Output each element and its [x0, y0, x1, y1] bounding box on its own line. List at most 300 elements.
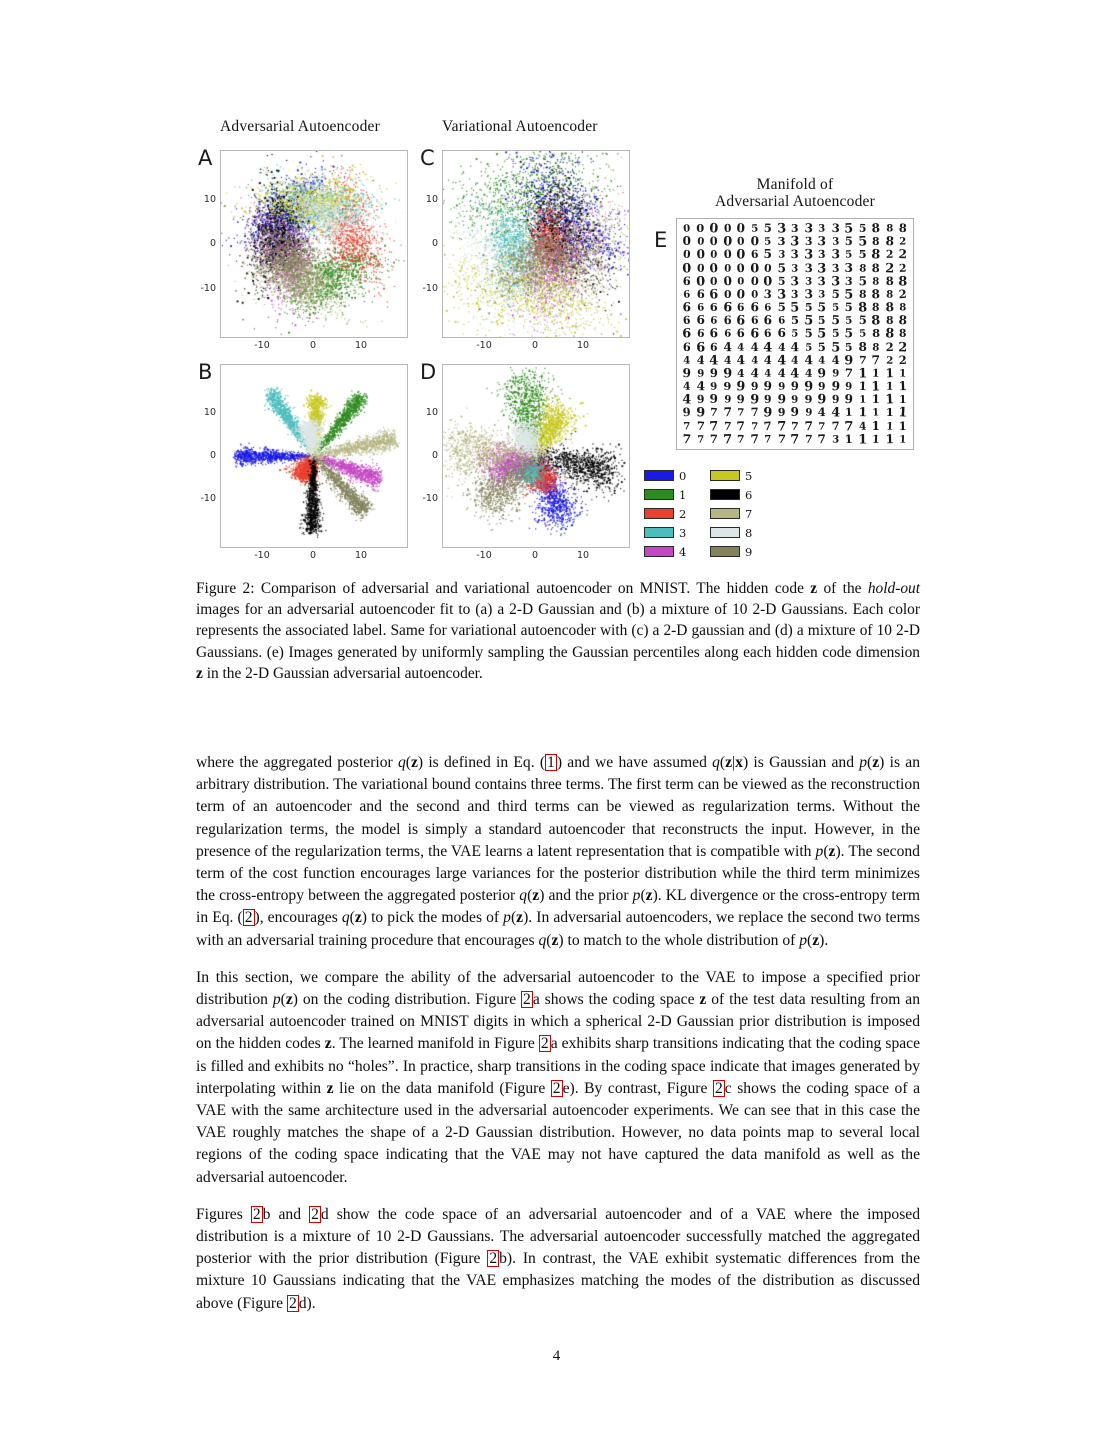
legend-label-0: 0 [679, 468, 687, 483]
xtick-d-0: -10 [476, 550, 492, 561]
manifold-cell: 9 [763, 392, 772, 406]
manifold-cell: 6 [763, 326, 772, 341]
manifold-cell: 8 [886, 287, 894, 301]
manifold-cell: 3 [790, 272, 800, 289]
manifold-cell: 7 [858, 352, 867, 367]
manifold-cell: 4 [749, 339, 759, 354]
manifold-cell: 4 [803, 351, 813, 368]
manifold-cell: 3 [818, 287, 826, 300]
manifold-cell: 4 [723, 352, 732, 367]
p1-m8close: ) [523, 909, 529, 927]
p1-m7close: ) [361, 909, 367, 927]
manifold-cell: 3 [791, 287, 799, 301]
manifold-cell: 7 [871, 352, 881, 368]
xtick-a-0: -10 [254, 340, 270, 351]
legend-swatch-3 [644, 527, 674, 538]
p1-m8open: ( [510, 909, 517, 927]
p1-m5: q [519, 887, 528, 905]
manifold-cell: 6 [750, 247, 759, 261]
manifold-cell: 8 [884, 325, 895, 342]
manifold-cell: 5 [858, 221, 867, 235]
manifold-cell: 3 [817, 259, 827, 276]
paragraph-1 [196, 752, 920, 952]
manifold-cell: 5 [830, 338, 841, 355]
manifold-cell: 4 [831, 352, 840, 367]
legend-swatch-0 [644, 470, 674, 481]
manifold-cell: 1 [898, 404, 909, 421]
figure-link-2b-1[interactable]: 2 [252, 1205, 261, 1223]
xtick-d-1: 0 [531, 550, 539, 561]
manifold-cell: 5 [844, 285, 854, 302]
xtick-a-2: 10 [354, 340, 368, 351]
manifold-cell: 4 [777, 339, 786, 354]
p1-m10z: z [812, 931, 820, 949]
manifold-cell: 2 [898, 352, 908, 367]
caption-text-3: images for an adversarial autoencoder fit to (a) a 2-D Gaussian and (b) a mixture of 10 2-D Gaussians. Each color represents the associated label. Same for variational autoencoder with (c) a 2-D gaussian and (d) a mixture of 10 2-D Gaussians. (e) Images generated by uniformly sampling the Gaussian percentiles along each hidden code dimension [196, 601, 920, 661]
manifold-cell: 5 [858, 312, 867, 328]
eq-link-1[interactable]: 1 [547, 754, 555, 771]
manifold-digit-grid [680, 219, 910, 447]
figure-2 [196, 118, 920, 568]
manifold-cell: 0 [682, 259, 692, 276]
manifold-cell: 8 [898, 272, 908, 289]
manifold-cell: 9 [696, 392, 705, 406]
p1-m1z: z [410, 754, 418, 771]
manifold-cell: 6 [682, 273, 692, 288]
manifold-cell: 1 [872, 392, 881, 407]
legend-label-2: 2 [679, 506, 687, 521]
manifold-cell: 9 [817, 365, 827, 381]
manifold-cell: 6 [777, 313, 786, 327]
manifold-cell: 0 [736, 246, 746, 262]
legend-label-7: 7 [745, 506, 753, 521]
manifold-cell: 4 [790, 338, 800, 354]
p1-m3: p [859, 754, 868, 771]
manifold-cell: 5 [831, 312, 841, 328]
manifold-cell: 1 [858, 404, 868, 420]
p1-m2open: ( [719, 754, 726, 771]
p2-m1open: ( [280, 991, 286, 1009]
manifold-cell: 6 [777, 325, 786, 341]
legend-swatch-2 [644, 508, 674, 519]
manifold-cell: 9 [709, 391, 719, 407]
manifold-cell: 7 [709, 405, 718, 420]
manifold-cell: 9 [844, 391, 854, 407]
legend-swatch-6 [710, 489, 740, 500]
manifold-cell: 7 [695, 418, 705, 433]
p1-m10close: ) [819, 931, 825, 949]
manifold-cell: 7 [790, 430, 800, 447]
xtick-c-1: 0 [531, 340, 539, 351]
manifold-cell: 1 [885, 419, 894, 432]
manifold-cell: 4 [682, 379, 691, 393]
manifold-cell: 6 [709, 313, 718, 327]
manifold-cell: 1 [885, 365, 895, 381]
manifold-cell: 2 [885, 353, 894, 366]
manifold-cell: 5 [857, 232, 868, 249]
manifold-cell: 8 [872, 260, 881, 275]
figure-link-2a-1[interactable]: 2 [523, 991, 531, 1009]
xtick-c-0: -10 [476, 340, 492, 351]
manifold-cell: 6 [736, 326, 746, 341]
legend-swatch-7 [710, 508, 740, 519]
manifold-cell: 5 [804, 326, 813, 341]
manifold-cell: 8 [885, 313, 894, 327]
manifold-cell: 6 [723, 327, 732, 340]
manifold-cell: 4 [763, 338, 773, 355]
manifold-cell: 8 [872, 274, 880, 287]
manifold-cell: 6 [682, 299, 692, 315]
manifold-cell: 6 [749, 299, 759, 315]
legend-entry-0 [644, 466, 710, 485]
p3-s3: d show the code space of an adversarial autoencoder and of a VAE where the imposed distribution is a mixture of 10 2-D Gaussians. The adversarial autoencoder successfully matched the aggregated posterior with the prior distribution (Figure [196, 1205, 921, 1268]
p1-s11: . In adversarial autoencoders, we replace the second two terms with an adversarial training procedure that encourages [196, 909, 920, 949]
p3-s1: Figures [196, 1205, 251, 1223]
manifold-cell: 8 [858, 287, 867, 301]
p1-m6close: ) [652, 887, 658, 905]
manifold-cell: 7 [736, 417, 746, 433]
manifold-cell: 8 [857, 298, 868, 315]
manifold-cell: 9 [818, 379, 826, 393]
p3-s2: b and [262, 1205, 310, 1223]
manifold-cell: 0 [736, 286, 746, 302]
manifold-cell: 6 [695, 338, 705, 355]
manifold-cell: 3 [804, 260, 813, 275]
p1-m4open: ( [823, 842, 829, 860]
p1-m6open: ( [640, 887, 646, 905]
manifold-cell: 7 [750, 405, 759, 420]
manifold-cell: 7 [709, 417, 719, 434]
manifold-cell: 7 [804, 417, 813, 433]
manifold-cell: 0 [696, 234, 705, 248]
manifold-cell: 5 [818, 313, 826, 327]
manifold-cell: 1 [898, 378, 908, 394]
manifold-cell: 4 [737, 340, 745, 353]
manifold-cell: 9 [777, 379, 786, 393]
manifold-cell: 4 [818, 353, 826, 366]
manifold-cell: 1 [899, 432, 907, 446]
manifold-cell: 5 [817, 325, 827, 342]
manifold-cell: 4 [736, 351, 746, 368]
manifold-cell: 5 [844, 325, 854, 341]
p2-s2: on the coding distribution. Figure [297, 991, 522, 1009]
p1-s7: and the prior [544, 887, 633, 905]
manifold-cell: 9 [709, 379, 718, 393]
plot-area-c [442, 150, 630, 338]
caption-text-4: in the 2-D Gaussian adversarial autoencoder. [202, 664, 483, 682]
manifold-cell: 5 [831, 326, 840, 340]
panel-letter-e: E [654, 228, 668, 252]
legend-label-4: 4 [679, 544, 687, 559]
caption-italic-holdout: hold-out [867, 580, 920, 597]
xtick-b-1: 0 [309, 550, 317, 561]
manifold-cell: 6 [764, 300, 772, 314]
manifold-cell: 7 [749, 430, 759, 447]
manifold-cell: 5 [790, 313, 799, 328]
manifold-cell: 6 [682, 325, 692, 341]
manifold-cell: 7 [776, 417, 786, 434]
manifold-cell: 5 [844, 299, 854, 315]
paragraph-2 [196, 967, 920, 1189]
ytick-b-0: 10 [203, 407, 216, 418]
manifold-cell: 8 [886, 221, 894, 235]
p1-m8: p [503, 909, 511, 927]
manifold-cell: 9 [695, 404, 705, 421]
manifold-cell: 4 [737, 366, 745, 380]
manifold-cell: 8 [899, 326, 908, 340]
manifold-cell: 9 [723, 392, 732, 406]
manifold-cell: 9 [830, 378, 841, 394]
manifold-cell: 6 [722, 298, 733, 315]
manifold-cell: 4 [763, 352, 773, 367]
manifold-cell: 0 [708, 219, 719, 236]
manifold-cell: 4 [817, 405, 827, 420]
manifold-cell: 7 [777, 431, 786, 446]
manifold-cell: 7 [844, 417, 854, 434]
panel-letter-a: A [198, 146, 213, 170]
panel-letter-d: D [420, 360, 437, 384]
manifold-cell: 3 [777, 234, 786, 248]
manifold-cell: 5 [804, 340, 813, 353]
p1-m9z: z [551, 931, 559, 949]
p1-m2close: ) [742, 754, 749, 771]
manifold-cell: 0 [709, 273, 718, 288]
manifold-cell: 0 [723, 287, 732, 301]
manifold-cell: 0 [709, 233, 718, 249]
manifold-cell: 8 [872, 234, 880, 248]
figure-link-2d-2[interactable]: 2 [288, 1294, 297, 1312]
manifold-cell: 0 [736, 234, 745, 248]
plot-area-a [220, 150, 408, 338]
manifold-cell: 3 [831, 260, 840, 275]
p3-s4: b). In contrast, the VAE exhibit systematic differences from the mixture 10 Gaussians indicating that the VAE emphasizes matching the modes of the distribution as discussed above (Figure [196, 1250, 920, 1312]
xtick-b-2: 10 [354, 550, 368, 561]
scatter-canvas-a [221, 151, 407, 337]
manifold-cell: 4 [750, 353, 758, 366]
manifold-cell: 2 [898, 338, 909, 355]
manifold-cell: 6 [709, 299, 718, 314]
ytick-d-1: 0 [431, 450, 438, 461]
p1-m9open: ( [546, 931, 552, 949]
figure-title-variational: Variational Autoencoder [442, 118, 598, 135]
manifold-cell: 6 [682, 287, 691, 301]
manifold-cell: 5 [764, 234, 772, 248]
manifold-cell: 7 [831, 418, 840, 433]
manifold-cell: 5 [845, 247, 853, 261]
legend-swatch-5 [710, 470, 740, 481]
manifold-cell: 0 [710, 247, 718, 261]
p2-m1: p [272, 991, 281, 1009]
manifold-cell: 0 [736, 260, 746, 275]
manifold-cell: 5 [763, 220, 773, 235]
manifold-cell: 6 [696, 286, 705, 301]
p1-s13: . [824, 931, 829, 949]
manifold-cell: 2 [899, 234, 907, 248]
manifold-cell: 9 [790, 404, 800, 420]
figure-title-adversarial: Adversarial Autoencoder [220, 118, 380, 135]
manifold-cell: 3 [790, 247, 800, 262]
manifold-cell: 9 [763, 378, 773, 394]
legend-label-5: 5 [745, 468, 753, 483]
page-number: 4 [552, 1348, 561, 1364]
legend-swatch-8 [710, 527, 740, 538]
manifold-cell: 3 [790, 232, 800, 249]
p1-m8z: z [516, 909, 524, 927]
manifold-cell: 1 [844, 431, 854, 446]
manifold-cell: 4 [764, 366, 772, 380]
manifold-cell: 7 [737, 406, 745, 419]
legend-entry-9 [710, 542, 776, 561]
p2-s3: a shows the coding space [532, 991, 700, 1009]
manifold-cell: 6 [736, 300, 745, 314]
manifold-cell: 5 [804, 300, 813, 314]
panel-letter-b: B [198, 360, 213, 384]
legend-label-9: 9 [745, 544, 753, 559]
panel-letter-c: C [420, 146, 435, 170]
figure-link-2c[interactable]: 2 [714, 1079, 723, 1097]
manifold-cell: 4 [682, 391, 692, 407]
p1-m2z: z [725, 754, 733, 771]
manifold-cell: 7 [844, 365, 854, 380]
manifold-frame [676, 218, 914, 450]
manifold-cell: 1 [872, 406, 880, 419]
manifold-cell: 9 [831, 392, 840, 406]
p2-bz2: z [324, 1035, 332, 1053]
manifold-cell: 1 [885, 405, 894, 420]
manifold-cell: 1 [899, 366, 907, 380]
p1-m4z: z [828, 842, 836, 860]
p2-s4: of the test data resulting from an adversarial autoencoder trained on MNIST digits in which a spherical 2-D Gaussian prior distribution is imposed on the hidden codes [196, 991, 920, 1053]
manifold-cell: 6 [682, 339, 692, 354]
manifold-cell: 1 [858, 392, 867, 406]
manifold-cell: 1 [857, 364, 868, 381]
manifold-cell: 4 [791, 352, 800, 367]
manifold-cell: 1 [858, 378, 867, 394]
manifold-cell: 5 [763, 246, 773, 262]
figure-link-2d-1[interactable]: 2 [311, 1205, 319, 1223]
legend-label-6: 6 [745, 487, 753, 502]
p1-s5: is an arbitrary distribution. The variational bound contains three terms. The first term can be viewed as the reconstruction term of an autoencoder and the second and third terms can be viewed as regularization terms. Without the regularization terms, the model is simply a standard autoencoder that reconstructs the input. However, in the presence of the regularization terms, the VAE learns a latent representation that is compatible with [196, 754, 920, 860]
scatter-canvas-b [221, 365, 407, 547]
manifold-cell: 3 [803, 246, 814, 263]
manifold-cell: 9 [845, 379, 853, 393]
eq-link-2[interactable]: 2 [244, 909, 253, 927]
manifold-cell: 9 [682, 365, 692, 381]
manifold-cell: 9 [723, 378, 732, 393]
manifold-cell: 0 [723, 247, 732, 262]
p1-m9close: ) [558, 931, 564, 949]
manifold-cell: 7 [709, 431, 719, 446]
manifold-cell: 7 [750, 419, 759, 432]
manifold-cell: 3 [831, 246, 840, 262]
manifold-cell: 8 [858, 338, 867, 354]
manifold-cell: 3 [791, 261, 799, 274]
manifold-cell: 3 [831, 220, 840, 235]
p1-m4: p [815, 842, 824, 860]
manifold-cell: 3 [845, 273, 854, 288]
manifold-cell: 0 [750, 287, 759, 301]
figure-link-2e[interactable]: 2 [552, 1079, 561, 1097]
manifold-cell: 8 [885, 273, 894, 288]
manifold-cell: 2 [899, 260, 908, 275]
p2-s7: lie on the data manifold (Figure [333, 1079, 551, 1097]
legend-entry-2 [644, 504, 710, 523]
manifold-cell: 7 [683, 419, 691, 432]
manifold-cell: 3 [844, 259, 854, 275]
manifold-cell: 2 [885, 339, 894, 354]
manifold-cell: 4 [709, 351, 719, 368]
manifold-cell: 9 [709, 365, 718, 380]
legend-label-8: 8 [745, 525, 753, 540]
ytick-c-0: 10 [425, 194, 438, 205]
manifold-cell: 7 [722, 430, 733, 447]
manifold-cell: 0 [736, 220, 746, 236]
figure-link-2a-2[interactable]: 2 [540, 1035, 549, 1053]
manifold-cell: 3 [763, 286, 773, 301]
p1-m5z: z [532, 887, 540, 905]
legend-entry-8 [710, 523, 776, 542]
manifold-cell: 8 [871, 286, 881, 302]
figure-link-2b-2[interactable]: 2 [489, 1250, 498, 1268]
manifold-cell: 5 [844, 219, 854, 236]
manifold-cell: 8 [871, 246, 882, 263]
manifold-cell: 5 [791, 326, 799, 340]
xtick-b-0: -10 [254, 550, 270, 561]
legend-label-3: 3 [679, 525, 687, 540]
manifold-cell: 0 [750, 233, 759, 249]
manifold-cell: 5 [858, 272, 867, 288]
manifold-cell: 2 [884, 259, 895, 276]
manifold-cell: 7 [790, 418, 800, 433]
p1-m5open: ( [527, 887, 533, 905]
manifold-cell: 3 [818, 221, 826, 235]
manifold-cell: 6 [723, 312, 732, 328]
p1-m1c: ) [417, 754, 424, 771]
ytick-a-1: 0 [209, 238, 216, 249]
manifold-cell: 1 [845, 405, 854, 420]
manifold-cell: 1 [871, 377, 881, 394]
p2-m1z: z [285, 991, 293, 1009]
manifold-cell: 6 [696, 326, 705, 341]
manifold-cell: 0 [682, 247, 691, 261]
manifold-cell: 0 [695, 272, 706, 289]
manifold-cell: 3 [791, 221, 799, 235]
manifold-cell: 7 [818, 419, 826, 432]
p1-m10open: ( [807, 931, 813, 949]
p2-s9: c shows the coding space of a VAE with the same architecture used in the adversarial autoencoder experiments. We can see that in this case the VAE roughly matches the shape of a 2-D Gaussian distribution. However, no data points map to several local regions of the coding space indicating that the VAE may not have captured the data manifold as well as the adversarial autoencoder. [196, 1079, 920, 1186]
manifold-cell: 8 [871, 220, 881, 236]
p1-s9: ), encourages [254, 909, 342, 927]
manifold-cell: 7 [763, 418, 773, 433]
manifold-cell: 8 [885, 233, 895, 249]
manifold-cell: 1 [872, 431, 881, 446]
ytick-c-1: 0 [431, 238, 438, 249]
p2-bz1: z [699, 991, 707, 1009]
p3-s5: d). [298, 1294, 316, 1312]
manifold-cell: 0 [682, 233, 692, 249]
manifold-cell: 0 [709, 259, 719, 275]
manifold-cell: 9 [803, 377, 814, 394]
scatter-canvas-c [443, 151, 629, 337]
manifold-panel-e [654, 218, 914, 450]
scatter-canvas-d [443, 365, 629, 547]
p1-m5close: ) [539, 887, 545, 905]
manifold-cell: 5 [858, 326, 867, 340]
manifold-cell: 7 [682, 430, 692, 447]
manifold-cell: 9 [750, 379, 759, 393]
p1-m2x: x [735, 754, 743, 771]
manifold-cell: 7 [736, 432, 745, 446]
